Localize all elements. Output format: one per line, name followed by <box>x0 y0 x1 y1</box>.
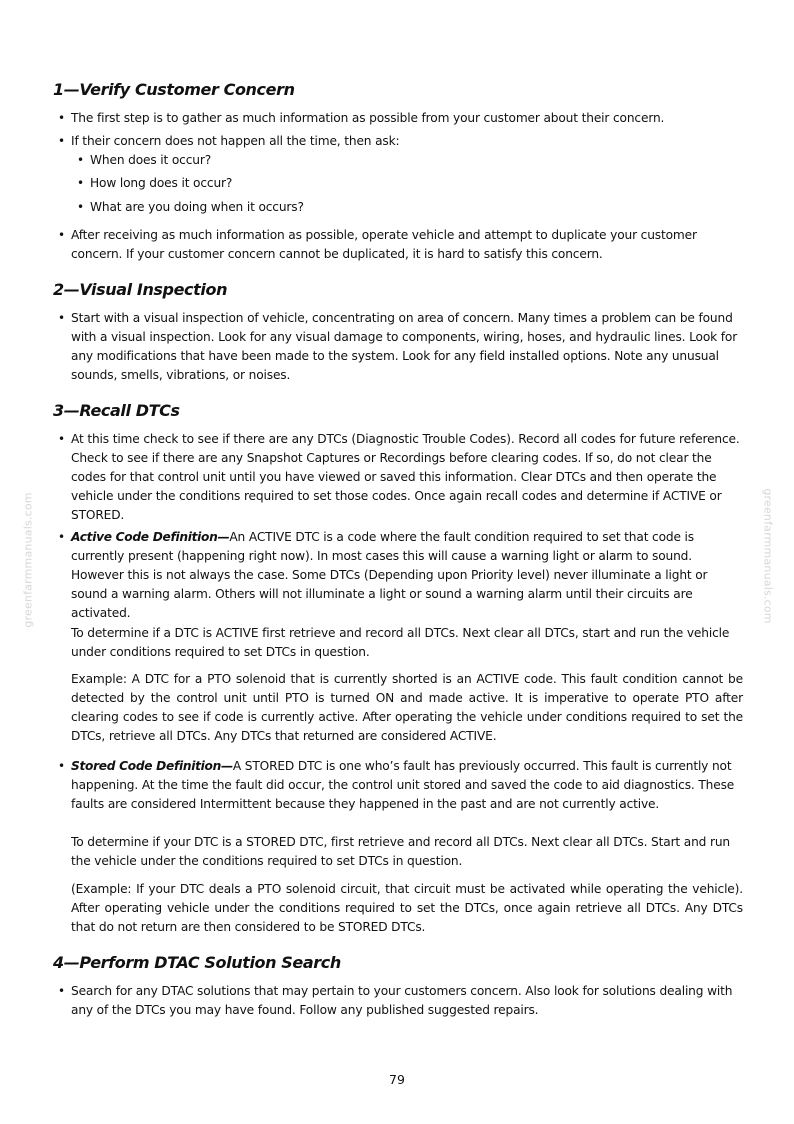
watermark-left: greenfarmmanuals.com <box>21 492 35 628</box>
section-1-subbullet-3: • What are you doing when it occurs? <box>90 198 690 217</box>
stored-code-determine: To determine if your DTC is a STORED DTC, first retrieve and record all DTCs. Next clear all DTCs. Start and run the vehicle under the conditions required to set DTCs in question. <box>71 835 730 868</box>
section-1-bullet-2: • If their concern does not happen all the time, then ask: <box>71 132 743 151</box>
section-1-subbullet-1: • When does it occur? <box>90 151 690 170</box>
watermark-right: greenfarmmanuals.com <box>761 488 775 624</box>
active-code-text: An ACTIVE DTC is a code where the fault condition required to set that code is currently present (happening right now). In most cases this will cause a warning light or alarm to sound. However this is not always the case. Some DTCs (Depending upon Priority level) never illuminate a light or sound a warning alarm. Others will not illuminate a light or sound a warning alarm until their circuits are activated. <box>71 530 708 620</box>
active-code-term: Active Code Definition— <box>71 530 230 544</box>
active-code-determine: To determine if a DTC is ACTIVE first retrieve and record all DTCs. Next clear all DTCs, start and run the vehicle under conditions required to set DTCs in question. <box>71 626 730 659</box>
stored-code-example: (Example: If your DTC deals a PTO solenoid circuit, that circuit must be activated while operating the vehicle). After operating vehicle under the conditions required to set the DTCs, once again retrieve all DTCs. Any DTCs that do not return are then considered to be STORED DTCs. <box>71 882 743 934</box>
section-1-heading: 1—Verify Customer Concern <box>53 80 295 99</box>
active-code-definition <box>71 528 743 623</box>
section-1-subbullet-2: • How long does it occur? <box>90 174 690 193</box>
section-1-bullet-1: • The first step is to gather as much information as possible from your customer about their concern. <box>71 109 743 128</box>
section-2-heading: 2—Visual Inspection <box>53 280 228 299</box>
stored-code-term: Stored Code Definition— <box>71 759 233 773</box>
stored-code-definition <box>71 757 743 814</box>
active-code-example: Example: A DTC for a PTO solenoid that is currently shorted is an ACTIVE code. This fault condition cannot be detected by the control unit until PTO is turned ON and made active. It is imperative to operate PTO after clearing codes to see if code is currently active. After operating the vehicle under conditions required to set the DTCs, retrieve all DTCs. Any DTCs that returned are considered ACTIVE. <box>71 672 743 743</box>
section-2-bullet-1: • Start with a visual inspection of vehicle, concentrating on area of concern. Many times a problem can be found with a visual inspection. Look for any visual damage to components, wiring, hoses, and hydraulic lines. Look for any modifications that have been made to the system. Look for any field installed options. Note any unusual sounds, smells, vibrations, or noises. <box>71 309 743 385</box>
page-number: 79 <box>389 1072 405 1087</box>
section-4-heading: 4—Perform DTAC Solution Search <box>53 953 341 972</box>
stored-code-text: A STORED DTC is one who’s fault has previously occurred. This fault is currently not happening. At the time the fault did occur, the control unit stored and saved the code to aid diagnostics. These faults are considered Intermittent because they happened in the past and are not currently active. <box>71 759 735 811</box>
section-3-heading: 3—Recall DTCs <box>53 401 180 420</box>
section-4-bullet-1: • Search for any DTAC solutions that may pertain to your customers concern. Also look for solutions dealing with any of the DTCs you may have found. Follow any published suggested repairs. <box>71 982 743 1020</box>
section-3-bullet-1: • At this time check to see if there are any DTCs (Diagnostic Trouble Codes). Record all codes for future reference. Check to see if there are any Snapshot Captures or Recordings before clearing codes. If so, do not clear the codes for that control unit until you have viewed or saved this information. Clear DTCs and then operate the vehicle under the conditions required to set those codes. Once again recall codes and determine if ACTIVE or STORED. <box>71 430 743 525</box>
section-1-bullet-3: • After receiving as much information as possible, operate vehicle and attempt to duplicate your customer concern. If your customer concern cannot be duplicated, it is hard to satisfy this concern. <box>71 226 743 264</box>
